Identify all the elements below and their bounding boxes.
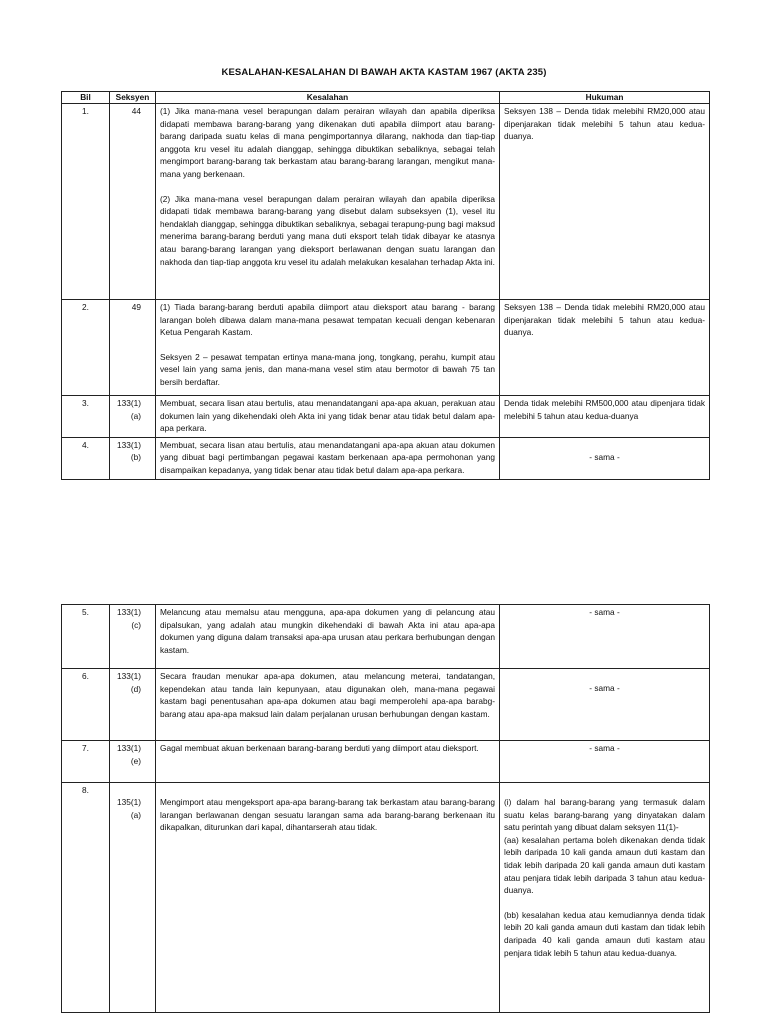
header-kesalahan: Kesalahan bbox=[156, 92, 500, 104]
kesalahan-text: Gagal membuat akuan berkenaan barang-barang berduti yang diimport atau dieksport. bbox=[160, 743, 479, 753]
cell-seksyen: 133(1)(e) bbox=[110, 741, 156, 783]
cell-seksyen: 133(1)(d) bbox=[110, 669, 156, 741]
kesalahan-text: (2) Jika mana-mana vesel berapungan dalam perairan wilayah dan apabila diperiksa didapati tidak membawa barang-barang yang disebut dalam subseksyen (1), vesel itu hendaklah dianggap, sehingga dibuktikan sebaliknya, sebagai terapung-pung bagi maksud menerima barang-barang berduti yang mana duti eksport telah tidak dibayar ke atasnya atau barang-barang larangan yang dieksport berlawanan dengan suatu larangan dan nakhoda dan tiap-tiap anggota kru vesel itu adalah melakukan kesalahan terhadap Akta ini. bbox=[160, 193, 495, 267]
cell-bil: 3. bbox=[62, 396, 110, 438]
cell-seksyen bbox=[110, 783, 156, 1013]
kesalahan-text: Membuat, secara lisan atau bertulis, atau menandatangani apa-apa akuan, perakuan atau dokumen lain yang dikehendaki oleh Akta ini yang tidak benar atau tidak betul dalam apa-apa perkara. bbox=[160, 398, 495, 434]
table-header-row bbox=[62, 92, 710, 104]
hukuman-text: (i) dalam hal barang-barang yang termasuk dalam suatu kelas barang-barang yang dinyatakan dalam satu perintah yang dibuat dalam seksyen 11(1)- bbox=[504, 797, 705, 833]
cell-kesalahan bbox=[156, 396, 500, 438]
kesalahan-text: Melancung atau memalsu atau mengguna, apa-apa dokumen yang di pelancung atau dipalsukan, yang adalah atau mungkin dikehendaki di bawah Akta ini atau apa-apa dokumen yang diguna dalam transaksi apa-apa urusan atau perkara berhubungan dengan kastam. bbox=[160, 607, 495, 655]
hukuman-text: - sama - bbox=[589, 743, 620, 753]
cell-kesalahan bbox=[156, 104, 500, 300]
cell-seksyen: 133(1)(b) bbox=[110, 437, 156, 479]
cell-bil: 4. bbox=[62, 437, 110, 479]
kesalahan-text: (1) Jika mana-mana vesel berapungan dalam perairan wilayah dan apabila diperiksa didapati membawa barang-barang yang dikenakan duti apabila diimport atau barang-barang daripada suatu kelas di mana pengimportannya dilarang, nakhoda dan tiap-tiap anggota kru vesel itu adalah dianggap, sehingga dibuktikan sebaliknya, sebagai telah mengimport barang-barang tak berkastam atau barang-barang larangan, mengikut mana-mana yang berkenaan. bbox=[160, 106, 495, 179]
cell-seksyen: 49 bbox=[110, 300, 156, 396]
cell-kesalahan bbox=[156, 669, 500, 741]
cell-hukuman bbox=[500, 437, 710, 479]
hukuman-text: Seksyen 138 – Denda tidak melebihi RM20,000 atau dipenjarakan tidak melebihi 5 tahun atau kedua-duanya. bbox=[504, 302, 705, 338]
hukuman-text: - sama - bbox=[589, 607, 620, 617]
seksyen-text: 135(1)(a) bbox=[117, 797, 141, 820]
cell-seksyen: 44 bbox=[110, 104, 156, 300]
cell-hukuman bbox=[500, 605, 710, 669]
hukuman-text: - sama - bbox=[589, 683, 620, 693]
header-hukuman: Hukuman bbox=[500, 92, 710, 104]
cell-hukuman bbox=[500, 669, 710, 741]
kesalahan-text: Mengimport atau mengeksport apa-apa barang-barang tak berkastam atau barang-barang larangan berlawanan dengan sesuatu larangan sama ada barang-barang berkenaan itu dikapalkan, diturunkan dari kapal, dihantarserah atau tidak. bbox=[160, 797, 495, 833]
kesalahan-text: Membuat, secara lisan atau bertulis, atau menandatangani apa-apa akuan atau dokumen yang dibuat bagi pertimbangan pegawai kastam berkenaan apa-apa permohonan yang disampaikan kepadanya, yang tidak benar atau tidak betul dalam apa-apa perkara. bbox=[160, 439, 495, 475]
cell-bil: 6. bbox=[62, 669, 110, 741]
cell-kesalahan bbox=[156, 741, 500, 783]
hukuman-text: Denda tidak melebihi RM500,000 atau dipenjara tidak melebihi 5 tahun atau kedua-duanya bbox=[504, 398, 705, 421]
cell-kesalahan bbox=[156, 300, 500, 396]
header-seksyen: Seksyen bbox=[110, 92, 156, 104]
hukuman-text: (aa) kesalahan pertama boleh dikenakan denda tidak lebih daripada 10 kali ganda amaun duti kastam dan tidak lebih daripada 20 kali ganda amaun duti kastam atau penjara tidak lebih daripada 3 tahun atau kedua-duanya. bbox=[504, 834, 705, 896]
cell-seksyen: 133(1)(c) bbox=[110, 605, 156, 669]
table-row bbox=[62, 783, 710, 1013]
offences-table-part-1 bbox=[61, 91, 710, 480]
table-row bbox=[62, 437, 710, 479]
table-row bbox=[62, 300, 710, 396]
cell-hukuman bbox=[500, 300, 710, 396]
table-row bbox=[62, 669, 710, 741]
cell-kesalahan bbox=[156, 783, 500, 1013]
cell-bil: 8. bbox=[62, 783, 110, 1013]
cell-hukuman bbox=[500, 741, 710, 783]
cell-kesalahan bbox=[156, 605, 500, 669]
cell-hukuman bbox=[500, 783, 710, 1013]
offences-table-part-2 bbox=[61, 604, 710, 1013]
cell-kesalahan bbox=[156, 437, 500, 479]
table-row bbox=[62, 396, 710, 438]
cell-hukuman bbox=[500, 104, 710, 300]
table-row bbox=[62, 104, 710, 300]
kesalahan-text: Seksyen 2 – pesawat tempatan ertinya mana-mana jong, tongkang, perahu, kumpit atau vesel lain yang sama jenis, dan mana-mana vesel stim atau bermotor di bawah 75 tan bersih berdaftar. bbox=[160, 351, 495, 387]
kesalahan-text: Secara fraudan menukar apa-apa dokumen, atau melancung meterai, tandatangan, kependekan atau tanda lain kepunyaan, atau digunakan oleh, mana-mana pegawai kastam bagi penentusahan apa-apa dokumen atau bagi memperolehi apa-apa barabg-barang atau apa-apa maksud lain dalam perjalanan urusan berhubungan dengan kastam. bbox=[160, 671, 495, 719]
cell-bil: 1. bbox=[62, 104, 110, 300]
hukuman-text: - sama - bbox=[589, 451, 620, 462]
cell-hukuman bbox=[500, 396, 710, 438]
hukuman-text: Seksyen 138 – Denda tidak melebihi RM20,000 atau dipenjarakan tidak melebihi 5 tahun atau kedua-duanya. bbox=[504, 106, 705, 142]
cell-bil: 2. bbox=[62, 300, 110, 396]
table-row bbox=[62, 605, 710, 669]
document-title: KESALAHAN-KESALAHAN DI BAWAH AKTA KASTAM 1967 (AKTA 235) bbox=[221, 67, 547, 78]
cell-bil: 5. bbox=[62, 605, 110, 669]
kesalahan-text: (1) Tiada barang-barang berduti apabila diimport atau dieksport atau barang - barang larangan boleh dibawa dalam mana-mana pesawat tempatan kecuali dengan kebenaran Ketua Pengarah Kastam. bbox=[160, 302, 495, 338]
cell-bil: 7. bbox=[62, 741, 110, 783]
header-bil: Bil bbox=[62, 92, 110, 104]
hukuman-text: (bb) kesalahan kedua atau kemudiannya denda tidak lebih 20 kali ganda amaun duti kastam dan tidak lebih daripada 40 kali ganda amaun duti kastam atau penjara tidak lebih 5 tahun atau kedua-duanya. bbox=[504, 909, 705, 958]
cell-seksyen: 133(1)(a) bbox=[110, 396, 156, 438]
table-row bbox=[62, 741, 710, 783]
